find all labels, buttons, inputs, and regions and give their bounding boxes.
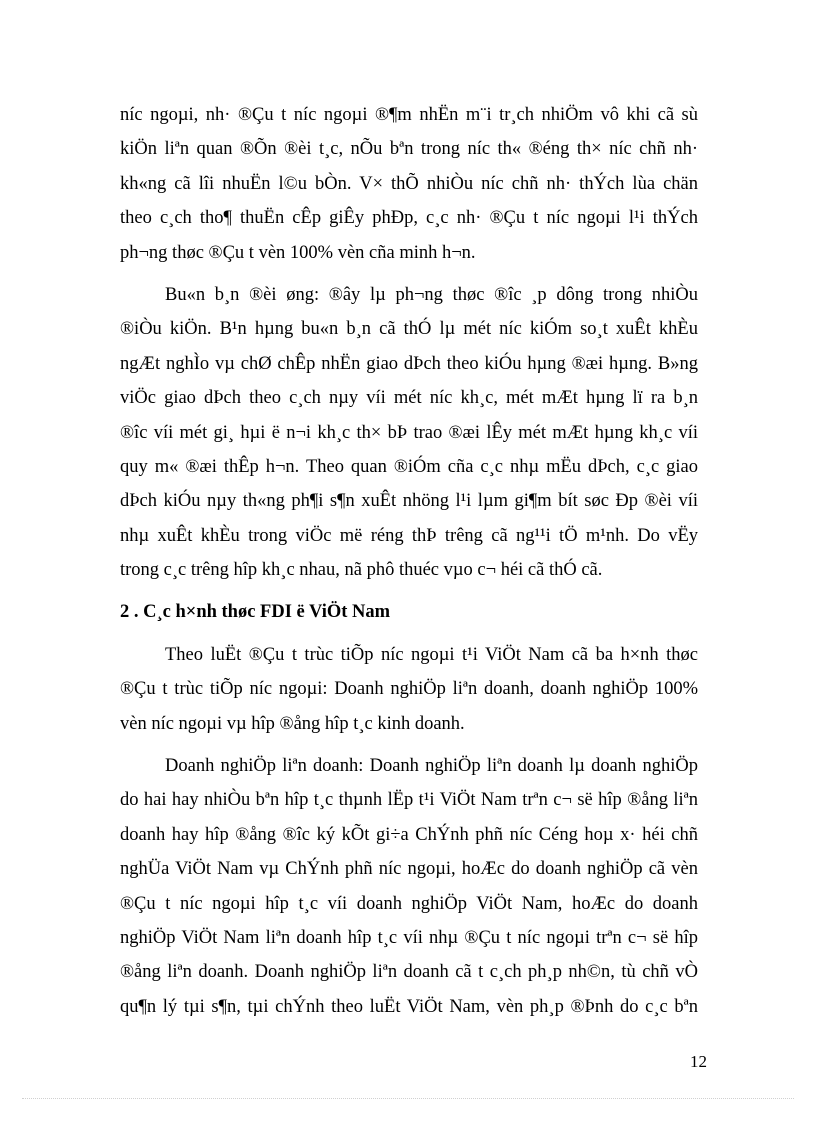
section-heading-block xyxy=(120,595,698,629)
text-line: viÖc giao dÞch theo c¸ch nµy víi mét níc kh¸c, mét mÆt hµng lï ra b¸n xyxy=(120,388,698,409)
page-number: 12 xyxy=(690,1052,707,1071)
paragraph-2 xyxy=(120,278,698,588)
text-line: quy m« ®æi thÊp h¬n. Theo quan ®iÓm cña c¸c nhµ mËu dÞch, c¸c giao xyxy=(120,456,698,477)
text-line: dÞch kiÓu nµy th«ng ph¶i s¶n xuÊt nhöng l¹i lµm gi¶m bít søc Ðp ®èi víi xyxy=(120,491,698,512)
text-line: Bu«n b¸n ®èi øng: ®ây lµ ph¬ng thøc ®îc ¸p dông trong nhiÒu xyxy=(165,284,698,305)
paragraph-3 xyxy=(120,638,698,741)
text-line: trong c¸c trêng hîp kh¸c nhau, nã phô thuéc vµo c¬ héi cã thÓ cã. xyxy=(120,560,603,581)
text-line: níc ngoµi, nh· ®Çu t níc ngoµi ®¶m nhËn m¨i tr¸ch nhiÖm vô khi cã sù xyxy=(120,105,698,125)
text-line: kh«ng cã lîi nhuËn l©u bÒn. V× thÕ nhiÒu níc chñ nh· thÝch lùa chän xyxy=(120,173,698,194)
section-heading: 2 . C¸c h×nh thøc FDI ë ViÖt Nam xyxy=(120,602,391,623)
text-line: ®ång liªn doanh. Doanh nghiÖp liªn doanh cã t c¸ch ph¸p nh©n, tù chñ vÒ xyxy=(120,962,698,983)
text-line: ®îc víi mét gi¸ hµi ë n¬i kh¸c th× bÞ trao ®æi lÊy mét mÆt hµng kh¸c víi xyxy=(120,422,698,443)
text-line: Theo luËt ®Çu t trùc tiÕp níc ngoµi t¹i ViÖt Nam cã ba h×nh thøc xyxy=(165,644,698,665)
text-line: ngÆt nghÌo vµ chØ chÊp nhËn giao dÞch theo kiÓu hµng ®æi hµng. B»ng xyxy=(120,353,698,374)
text-line: nghÜa ViÖt Nam vµ ChÝnh phñ níc ngoµi, hoÆc do doanh nghiÖp cã vèn xyxy=(120,859,698,880)
text-line: doanh hay hîp ®ång ®îc ký kÕt gi÷a ChÝnh phñ níc Céng hoµ x· héi chñ xyxy=(120,824,698,845)
text-line: nhµ xuÊt khÈu trong viÖc më réng thÞ trêng cã ng¹¹i tÖ m¹nh. Do vËy xyxy=(120,525,698,546)
text-line: Doanh nghiÖp liªn doanh: Doanh nghiÖp liªn doanh lµ doanh nghiÖp xyxy=(165,756,698,777)
paragraph-1 xyxy=(120,98,698,270)
paragraph-4 xyxy=(120,749,698,1024)
text-line: qu¶n lý tµi s¶n, tµi chÝnh theo luËt ViÖt Nam, vèn ph¸p ®Þnh do c¸c bªn xyxy=(120,996,698,1017)
body-text xyxy=(120,98,698,1024)
text-line: ph¬ng thøc ®Çu t vèn 100% vèn cña minh h¬n. xyxy=(120,242,476,263)
text-line: nghiÖp ViÖt Nam liªn doanh hîp t¸c víi nhµ ®Çu t níc ngoµi trªn c¬ së hîp xyxy=(120,927,698,948)
text-line: theo c¸ch tho¶ thuËn cÊp giÊy phÐp, c¸c nh· ®Çu t níc ngoµi l¹i thÝch xyxy=(120,208,698,229)
text-line: kiÖn liªn quan ®Õn ®èi t¸c, nÕu bªn trong níc th« ®éng th× níc chñ nh· xyxy=(120,139,698,160)
footer-divider xyxy=(22,1098,794,1099)
text-line: ®Çu t níc ngoµi hîp t¸c víi doanh nghiÖp ViÖt Nam, hoÆc do doanh xyxy=(120,893,698,914)
text-line: ®iÒu kiÖn. B¹n hµng bu«n b¸n cã thÓ lµ mét níc kiÓm so¸t xuÊt khÈu xyxy=(120,319,698,340)
text-line: vèn níc ngoµi vµ hîp ®ång hîp t¸c kinh doanh. xyxy=(120,713,465,734)
text-line: ®Çu t trùc tiÕp níc ngoµi: Doanh nghiÖp liªn doanh, doanh nghiÖp 100% xyxy=(120,679,698,700)
text-line: do hai hay nhiÒu bªn hîp t¸c thµnh lËp t¹i ViÖt Nam trªn c¬ së hîp ®ång liªn xyxy=(120,790,698,811)
